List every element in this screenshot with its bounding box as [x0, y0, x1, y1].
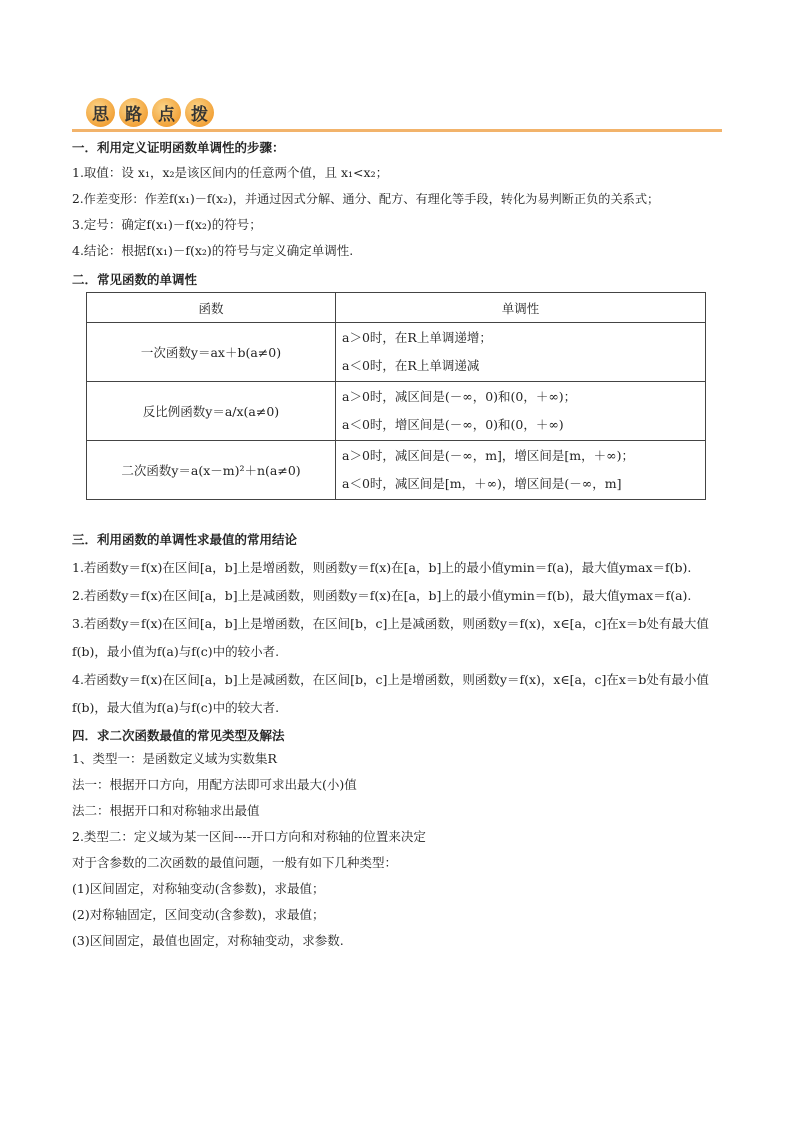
table-row [87, 382, 706, 441]
section4-line: (2)对称轴固定，区间变动(含参数)，求最值； [72, 907, 325, 922]
monotonicity-line: a＜0时，增区间是(－∞，0)和(0，＋∞) [342, 417, 564, 432]
monotonicity-cell [336, 323, 706, 382]
section1-step: 2.作差变形：作差f(x₁)－f(x₂)，并通过因式分解、通分、配方、有理化等手段，转化为易判断正负的关系式； [72, 192, 660, 206]
function-cell: 二次函数y＝a(x－m)²＋n(a≠0) [87, 441, 336, 500]
monotonicity-line: a＜0时，在R上单调递减 [342, 358, 480, 373]
banner-divider [72, 129, 722, 132]
section4-line: 法二：根据开口和对称轴求出最值 [72, 803, 260, 818]
table-row [87, 441, 706, 500]
section2-title: 二．常见函数的单调性 [72, 272, 198, 287]
banner-title [86, 98, 214, 127]
section-banner [72, 96, 722, 132]
section1-step: 4.结论：根据f(x₁)－f(x₂)的符号与定义确定单调性. [72, 243, 354, 258]
banner-char: 点 [152, 98, 181, 127]
table-header-row [87, 293, 706, 323]
section4-line: 2.类型二：定义域为某一区间----开口方向和对称轴的位置来决定 [72, 829, 426, 844]
monotonicity-line: a＞0时，减区间是(－∞，m]，增区间是[m，＋∞)； [342, 448, 634, 463]
section3-title: 三．利用函数的单调性求最值的常用结论 [72, 532, 298, 547]
banner-char: 拨 [185, 98, 214, 127]
monotonicity-cell [336, 382, 706, 441]
banner-char: 思 [86, 98, 115, 127]
section3-item: 2.若函数y＝f(x)在区间[a，b]上是减函数，则函数y＝f(x)在[a，b]上的最小值ymin＝f(b)，最大值ymax＝f(a). [72, 588, 692, 603]
section3-item: 3.若函数y＝f(x)在区间[a，b]上是增函数，在区间[b，c]上是减函数，则函数y＝f(x)，x∈[a，c]在x＝b处有最大值f(b)，最小值为f(a)与f(c)中的较小者. [72, 616, 709, 659]
section1-step: 3.定号：确定f(x₁)－f(x₂)的符号； [72, 217, 262, 232]
section1-step: 1.取值：设 x₁，x₂是该区间内的任意两个值，且 x₁<x₂； [72, 165, 389, 180]
section4-line: 法一：根据开口方向，用配方法即可求出最大(小)值 [72, 777, 357, 792]
monotonicity-line: a＞0时，在R上单调递增； [342, 330, 492, 345]
section3-item: 1.若函数y＝f(x)在区间[a，b]上是增函数，则函数y＝f(x)在[a，b]上的最小值ymin＝f(a)，最大值ymax＝f(b). [72, 560, 692, 575]
section4-title: 四．求二次函数最值的常见类型及解法 [72, 728, 285, 743]
section4-line: (3)区间固定，最值也固定，对称轴变动，求参数. [72, 933, 344, 948]
table-header: 函数 [87, 293, 336, 323]
section4-line: (1)区间固定，对称轴变动(含参数)，求最值； [72, 881, 325, 896]
function-cell: 反比例函数y＝a/x(a≠0) [87, 382, 336, 441]
section4-line: 1、类型一：是函数定义域为实数集R [72, 751, 277, 766]
function-cell: 一次函数y＝ax＋b(a≠0) [87, 323, 336, 382]
monotonicity-line: a＜0时，减区间是[m，＋∞)，增区间是(－∞，m] [342, 476, 622, 491]
banner-char: 路 [119, 98, 148, 127]
monotonicity-cell [336, 441, 706, 500]
section4-line: 对于含参数的二次函数的最值问题，一般有如下几种类型： [72, 855, 398, 870]
monotonicity-line: a＞0时，减区间是(－∞，0)和(0，＋∞)； [342, 389, 577, 404]
section3-item: 4.若函数y＝f(x)在区间[a，b]上是减函数，在区间[b，c]上是增函数，则函数y＝f(x)，x∈[a，c]在x＝b处有最小值f(b)，最大值为f(a)与f(c)中的较大者. [72, 672, 709, 715]
table-header: 单调性 [336, 293, 706, 323]
document-page [72, 96, 722, 954]
table-row [87, 323, 706, 382]
monotonicity-table [86, 292, 706, 500]
section1-title: 一．利用定义证明函数单调性的步骤： [72, 140, 285, 155]
